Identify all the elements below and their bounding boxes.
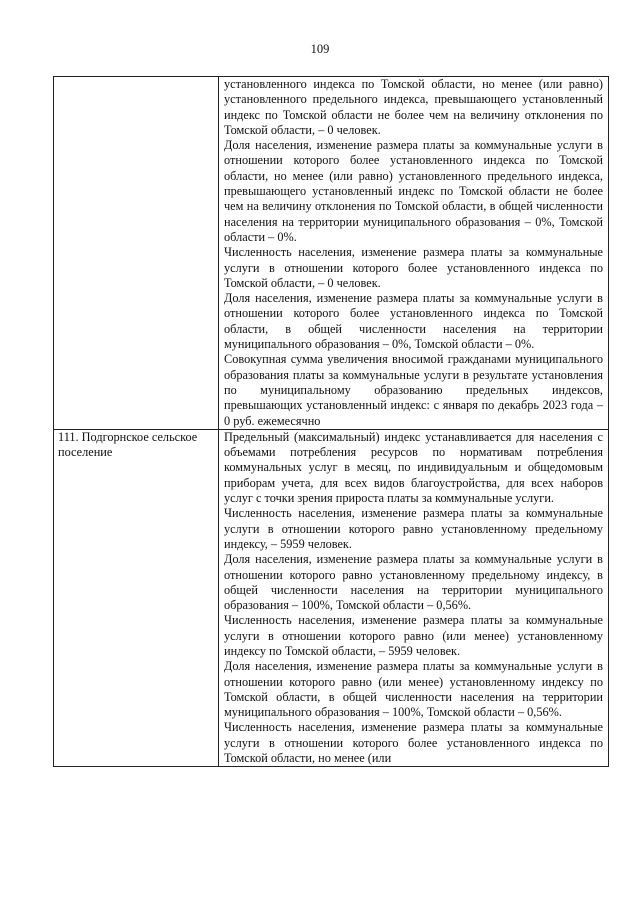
paragraph: Предельный (максимальный) индекс устанавливается для населения с объемами потребления ресурсов по нормативам потребления коммунальных услуг в месяц, по индивидуальным и общедомовым приборам учета, для всех видов благоустройства, для всех наборов услуг с точки зрения прироста платы за коммунальные услуги. <box>224 429 603 506</box>
table-row <box>54 429 609 767</box>
document-table <box>53 76 609 767</box>
paragraph: установленного индекса по Томской области, но менее (или равно) установленного предельного индекса, превышающего установленный индекс по Томской области не более чем на величину отклонения по Томской области, – 0 человек. <box>224 77 603 137</box>
paragraph: Численность населения, изменение размера платы за коммунальные услуги в отношении которого более установленного индекса по Томской области, но менее (или <box>224 720 603 766</box>
paragraph: Доля населения, изменение размера платы за коммунальные услуги в отношении которого равно (или менее) установленному индексу по Томской области, в общей численности населения на территории муниципального образования – 100%, Томской области – 0,56%. <box>224 659 603 720</box>
page-number: 109 <box>310 42 330 56</box>
paragraph: Доля населения, изменение размера платы за коммунальные услуги в отношении которого более установленного индекса по Томской области, но менее (или равно) установленного предельного индекса, превышающего установленный индекс по Томской области не более чем на величину отклонения по Томской области, в общей численности населения на территории муниципального образования – 0%, Томской области – 0%. <box>224 138 603 244</box>
paragraph: Численность населения, изменение размера платы за коммунальные услуги в отношении которого равно (или менее) установленному индексу по Томской области, – 5959 человек. <box>224 613 603 658</box>
paragraph: Доля населения, изменение размера платы за коммунальные услуги в отношении которого равно установленному предельному индексу, в общей численности населения на территории муниципального образования – 100%, Томской области – 0,56%. <box>224 552 603 613</box>
municipality-cell: 111. Подгорнское сельское поселение <box>54 429 219 767</box>
table-row <box>54 77 609 430</box>
paragraph: Численность населения, изменение размера платы за коммунальные услуги в отношении которого более установленного индекса по Томской области, – 0 человек. <box>224 245 603 290</box>
description-cell <box>219 77 609 430</box>
paragraph: Численность населения, изменение размера платы за коммунальные услуги в отношении которого равно установленному предельному индексу, – 5959 человек. <box>224 506 603 551</box>
paragraph: Совокупная сумма увеличения вносимой гражданами муниципального образования платы за коммунальные услуги в результате установления по муниципальному образованию предельных индексов, превышающих установленный индекс: с января по декабрь 2023 года – 0 руб. ежемесячно <box>224 352 603 428</box>
description-cell <box>219 429 609 767</box>
municipality-cell <box>54 77 219 430</box>
paragraph: Доля населения, изменение размера платы за коммунальные услуги в отношении которого более установленного индекса по Томской области, в общей численности населения на территории муниципального образования – 0%, Томской области – 0%. <box>224 291 603 352</box>
